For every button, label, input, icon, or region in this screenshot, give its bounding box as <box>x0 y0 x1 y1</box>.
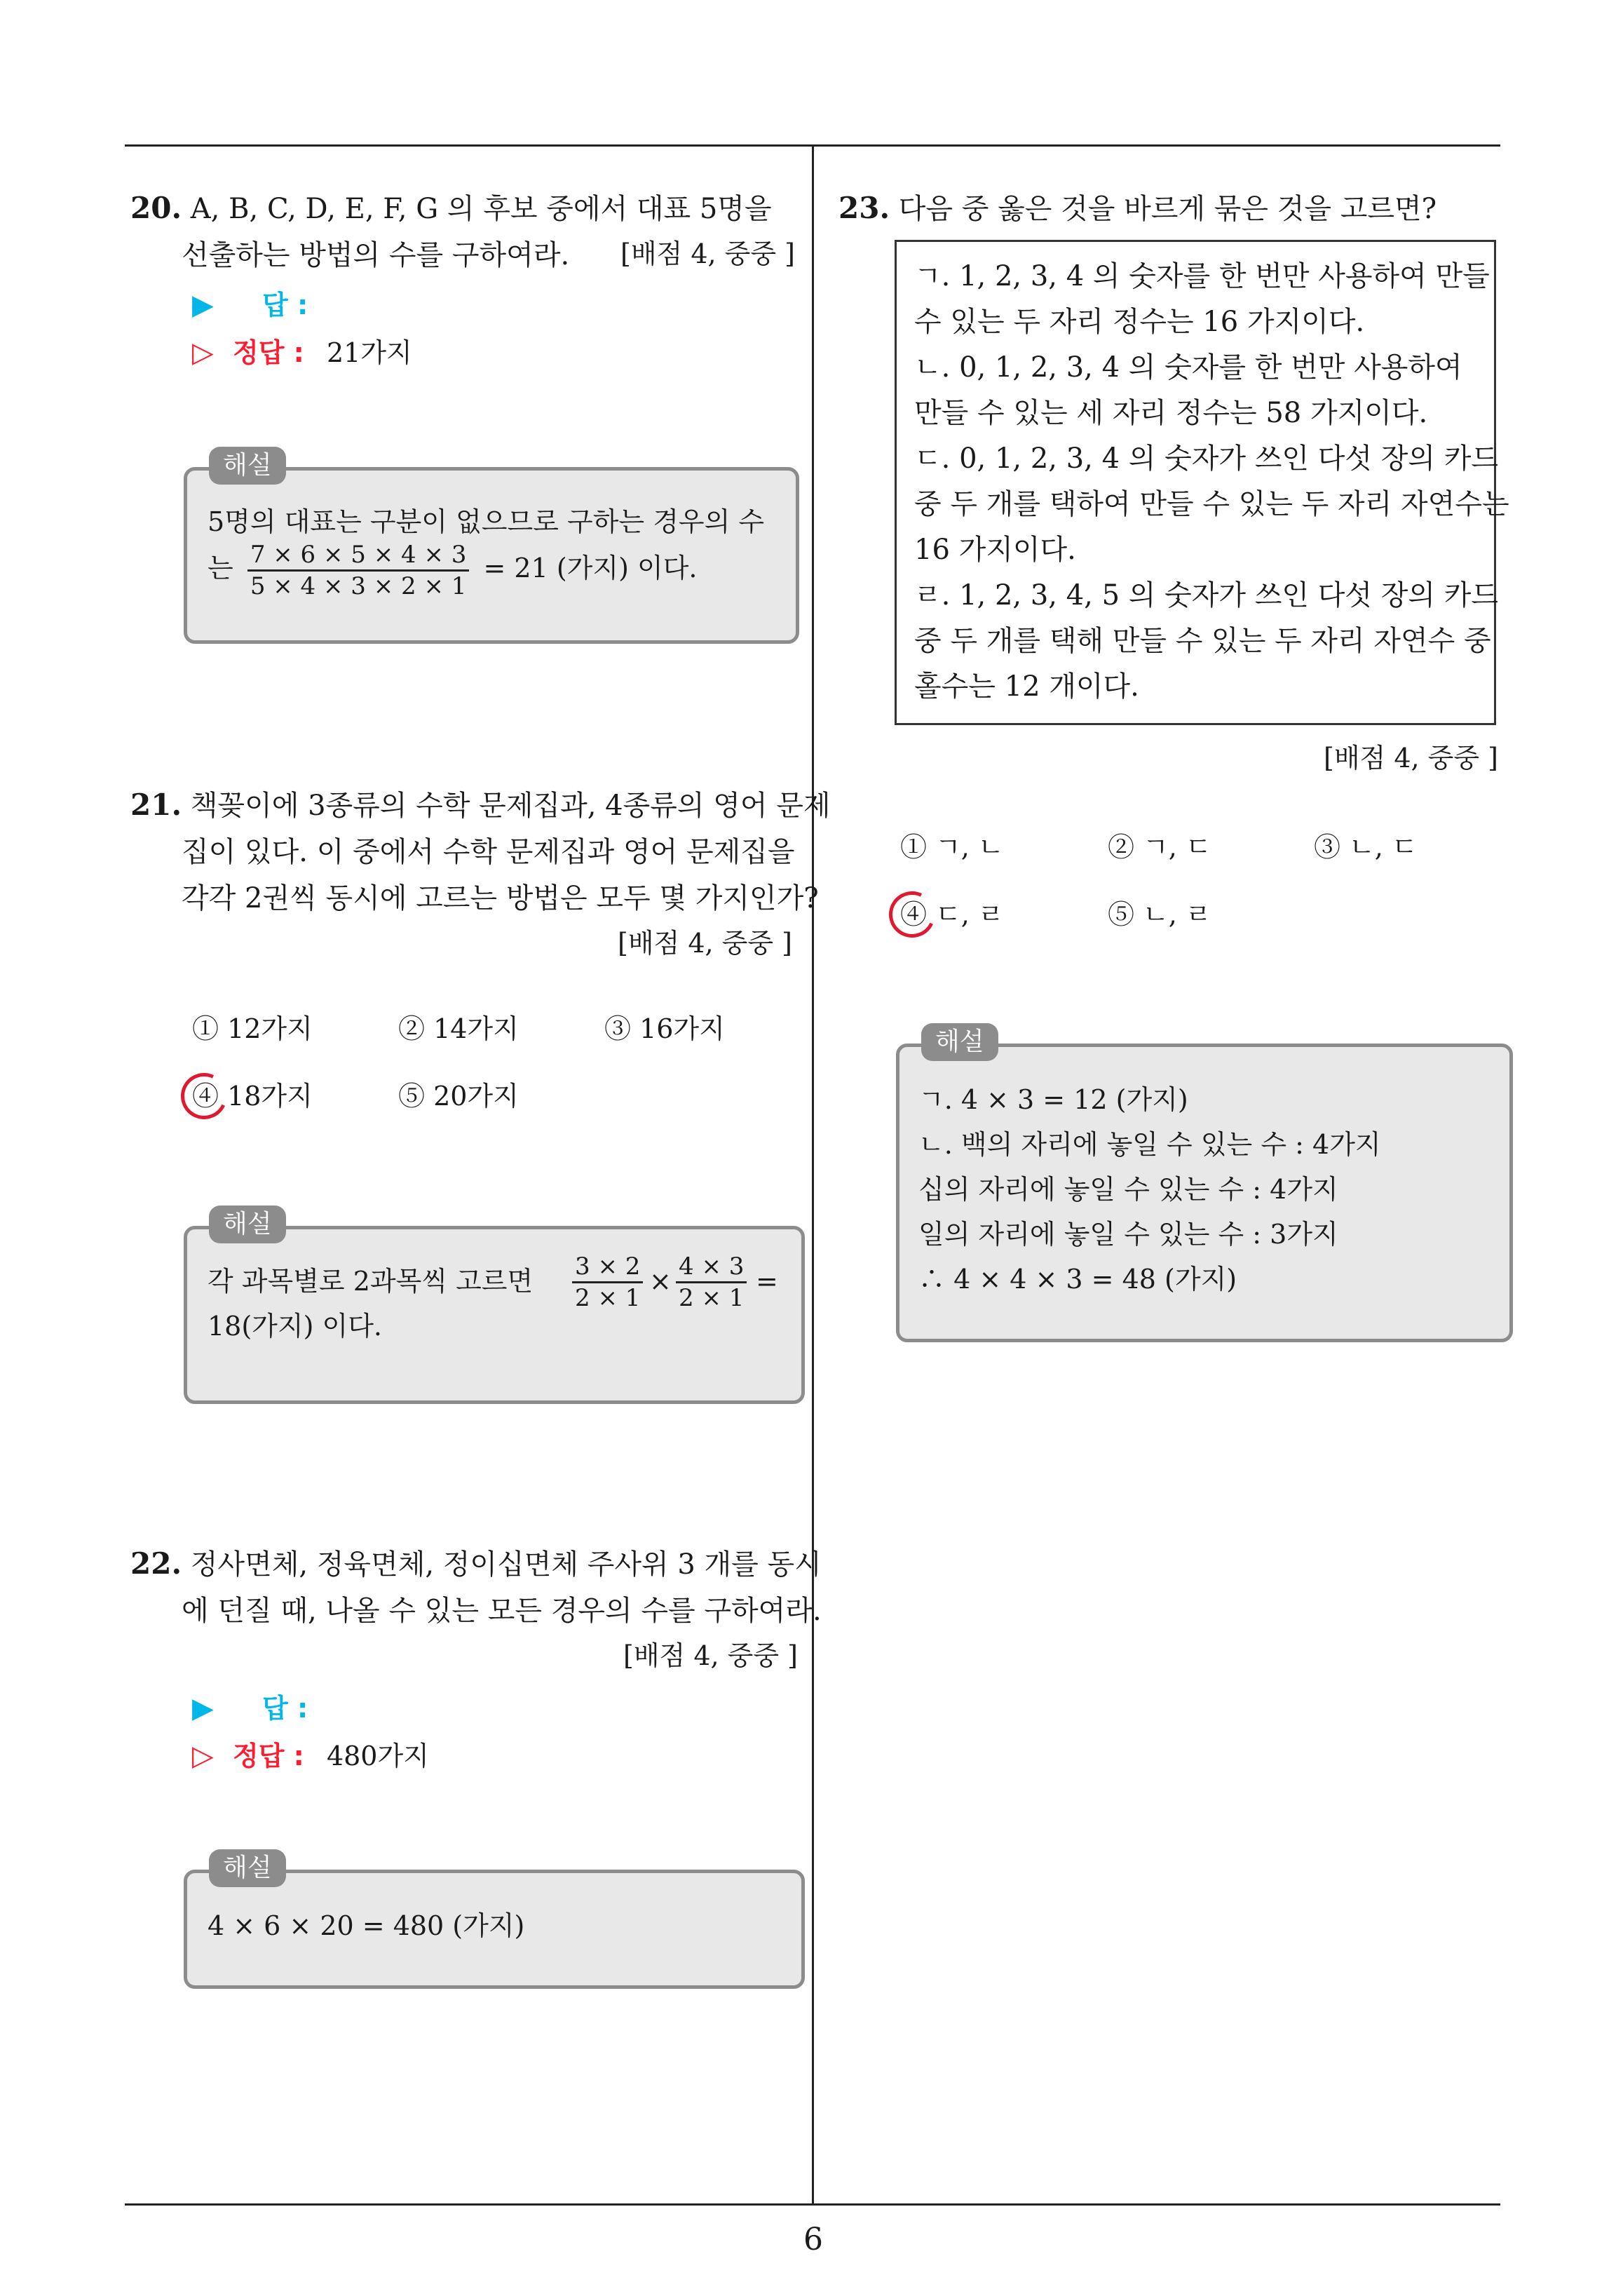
explanation-text: 5명의 대표는 구분이 없으므로 구하는 경우의 수 는 $\frac{7 \times 6 \times 5 \times 4 \times 3}{5 \times 4 \times 3 \times 2 \times 1}$ = 21 (가지) 이다. <box>208 506 765 600</box>
bottom-rule <box>125 2203 1500 2206</box>
answer-row <box>192 1685 322 1731</box>
question-text: 선출하는 방법의 수를 구하여라. <box>182 239 570 271</box>
fraction: $\frac{4 \times 3}{2 \times 1}$ <box>676 1252 747 1313</box>
explanation-tag: 해설 <box>209 447 286 485</box>
question-number: 21. <box>130 788 182 822</box>
question-text: 각각 2권씩 동시에 고르는 방법은 모두 몇 가지인가? <box>182 882 819 914</box>
fraction: $\frac{3 \times 2}{2 \times 1}$ <box>572 1252 643 1313</box>
question-text: 집이 있다. 이 중에서 수학 문제집과 영어 문제집을 <box>182 836 795 868</box>
question-text: 에 던질 때, 나올 수 있는 모든 경우의 수를 구하여라. <box>182 1595 822 1627</box>
choice-4[interactable]: ④ 18가지 <box>192 1081 313 1112</box>
choice-5[interactable]: ⑤ ㄴ, ㄹ <box>1108 899 1211 930</box>
question-21 <box>130 782 831 965</box>
question-23 <box>838 185 1490 232</box>
score-meta: [배점 4, 중중 ] <box>620 238 795 269</box>
correct-label: 정답 : <box>233 1741 304 1771</box>
answer-row <box>192 282 322 328</box>
explanation-text: 각 과목별로 2과목씩 고르면 $\frac{3 \times 2}{2 \times 1}$ × $\frac{4 \times 3}{2 \times 1}$ = 18(가지) 이다. <box>208 1252 778 1342</box>
choice-2[interactable]: ② 14가지 <box>398 1013 519 1044</box>
question-text: A, B, C, D, E, F, G 의 후보 중에서 대표 5명을 <box>190 193 772 225</box>
question-text: 정사면체, 정육면체, 정이십면체 주사위 3 개를 동시 <box>190 1548 822 1581</box>
fraction: $\frac{7 \times 6 \times 5 \times 4 \times 3}{5 \times 4 \times 3 \times 2 \times 1}$ <box>247 540 470 601</box>
explanation-tag: 해설 <box>921 1023 998 1061</box>
statement-text: ㄱ. 1, 2, 3, 4 의 숫자를 한 번만 사용하여 만들 수 있는 두 자리 정수는 16 가지이다. ㄴ. 0, 1, 2, 3, 4 의 숫자를 한 번만 사용하여 만들 수 있는 세 자리 정수는 58 가지이다. ㄷ. 0, 1, 2, 3, 4 의 숫자가 쓰인 다섯 장의 카드 중 두 개를 택하여 만들 수 있는 두 자리 자연수는 16 가지이다. ㄹ. 1, 2, 3, 4, 5 의 숫자가 쓰인 다섯 장의 카드 중 두 개를 택해 만들 수 있는 두 자리 자연수 중 홀수는 12 개이다. <box>914 260 1509 703</box>
correct-arrow-icon: ▷ <box>192 337 214 369</box>
question-text: 다음 중 옳은 것을 바르게 묶은 것을 고르면? <box>898 193 1437 225</box>
choice-1[interactable]: ① 12가지 <box>192 1013 313 1044</box>
score-meta: [배점 4, 중중 ] <box>618 928 792 959</box>
score-meta: [배점 4, 중중 ] <box>623 1640 798 1671</box>
answer-arrow-icon: ▶ <box>192 1692 214 1724</box>
column-divider <box>812 144 814 2205</box>
answer-arrow-icon: ▶ <box>192 289 214 321</box>
explanation-text: ㄱ. 4 × 3 = 12 (가지) ㄴ. 백의 자리에 놓일 수 있는 수 : 4가지 십의 자리에 놓일 수 있는 수 : 4가지 일의 자리에 놓일 수 있는 수 : 3가지 ∴ 4 × 4 × 3 = 48 (가지) <box>918 1084 1381 1295</box>
explanation-text: 4 × 6 × 20 = 480 (가지) <box>208 1910 525 1941</box>
question-number: 23. <box>838 191 890 225</box>
answer-label: 답 : <box>262 290 308 320</box>
choice-5[interactable]: ⑤ 20가지 <box>398 1081 519 1112</box>
correct-label: 정답 : <box>233 337 304 368</box>
correct-value: 21가지 <box>326 337 412 368</box>
question-22 <box>130 1541 822 1677</box>
explanation-tag: 해설 <box>209 1849 286 1887</box>
correct-answer-row <box>192 330 412 376</box>
question-text: 책꽂이에 3종류의 수학 문제집과, 4종류의 영어 문제 <box>190 790 831 822</box>
correct-value: 480가지 <box>326 1741 429 1771</box>
question-number: 22. <box>130 1546 182 1581</box>
choice-1[interactable]: ① ㄱ, ㄴ <box>900 832 1004 863</box>
answer-label: 답 : <box>262 1693 308 1724</box>
choice-3[interactable]: ③ 16가지 <box>604 1013 725 1044</box>
explanation-tag: 해설 <box>209 1206 286 1243</box>
question-number: 20. <box>130 191 182 225</box>
choice-3[interactable]: ③ ㄴ, ㄷ <box>1314 832 1418 863</box>
choice-4[interactable]: ④ ㄷ, ㄹ <box>900 899 1004 930</box>
correct-answer-row <box>192 1733 429 1779</box>
page-number: 6 <box>803 2222 823 2257</box>
question-20 <box>130 185 803 278</box>
choice-2[interactable]: ② ㄱ, ㄷ <box>1108 832 1211 863</box>
correct-arrow-icon: ▷ <box>192 1740 214 1772</box>
score-meta: [배점 4, 중중 ] <box>1324 743 1498 774</box>
